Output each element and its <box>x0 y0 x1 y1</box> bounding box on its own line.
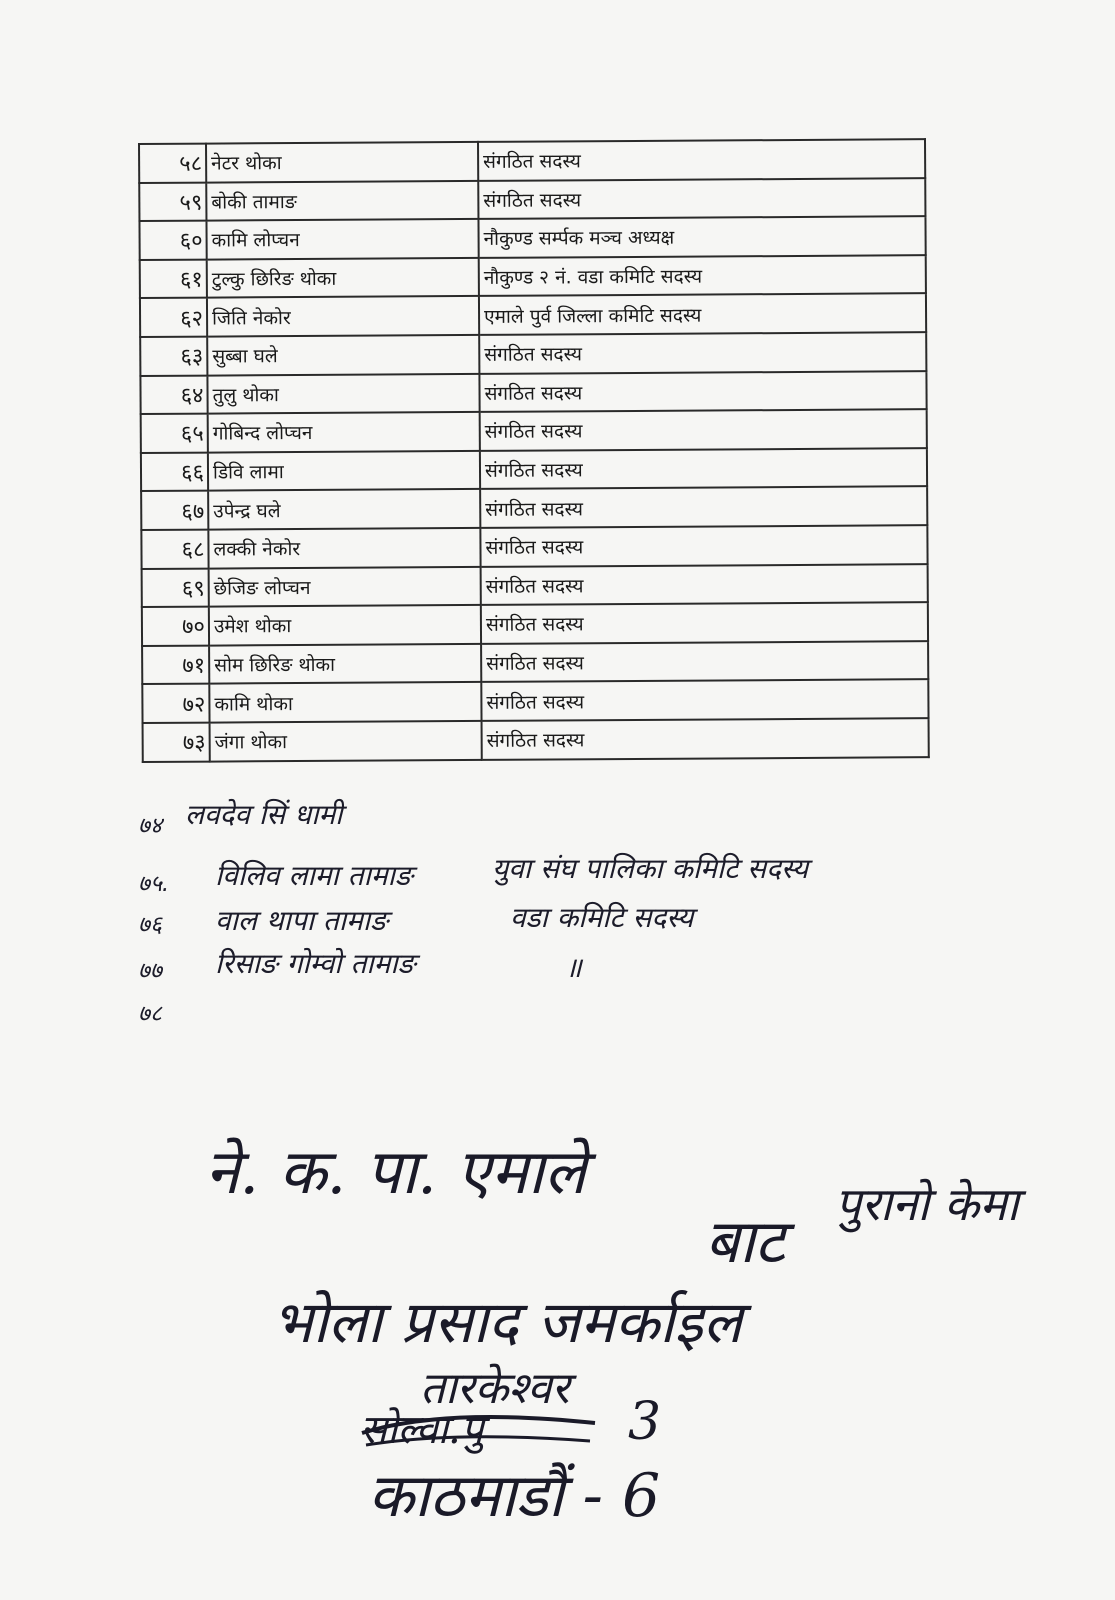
member-name: कामि लोप्चन <box>206 219 478 259</box>
table-row <box>139 178 925 221</box>
member-role: संगठित सदस्य <box>479 332 926 373</box>
member-role: संगठित सदस्य <box>480 525 927 566</box>
note-place: तारकेश्वर <box>420 1363 570 1414</box>
handwritten-num: ७८ <box>138 1001 162 1027</box>
member-name: तुलु थोका <box>207 373 479 413</box>
table-row <box>143 718 929 761</box>
row-number: ७० <box>142 607 209 646</box>
handwritten-name: लवदेव सिं धामी <box>185 798 343 831</box>
member-role: संगठित सदस्य <box>480 487 927 528</box>
member-role: संगठित सदस्य <box>478 178 925 219</box>
note-old: पुरानो केमा <box>835 1177 1019 1231</box>
member-role: नौकुण्ड सर्म्पक मञ्च अध्यक्ष <box>478 216 925 257</box>
table-row <box>141 448 927 491</box>
row-number: ६८ <box>141 530 208 569</box>
handwritten-role: ॥ <box>565 951 582 984</box>
table-row <box>140 255 926 298</box>
member-name: उमेश थोका <box>209 605 481 645</box>
member-name: जंगा थोका <box>210 721 482 761</box>
handwritten-name: वाल थापा तामाङ <box>215 904 388 937</box>
row-number: ७१ <box>142 645 209 684</box>
member-name: कामि थोका <box>209 682 481 722</box>
row-number: ५८ <box>139 144 206 183</box>
row-number: ६४ <box>140 375 207 414</box>
note-person-name: भोला प्रसाद जमर्काइल <box>272 1288 743 1356</box>
row-number: ६९ <box>142 568 209 607</box>
note-from: बाट <box>705 1207 786 1277</box>
table-row <box>142 679 928 722</box>
member-role: संगठित सदस्य <box>481 564 928 605</box>
row-number: ६२ <box>140 298 207 337</box>
member-name: बोकी तामाङ <box>206 181 478 221</box>
member-table-body <box>139 139 929 761</box>
table-row <box>141 409 927 452</box>
handwritten-role: युवा संघ पालिका कमिटि सदस्य <box>492 852 809 885</box>
strike-through-lines <box>360 1405 600 1455</box>
row-number: ६० <box>139 221 206 260</box>
note-ward-number: 3 <box>628 1392 662 1452</box>
handwritten-num: ७५. <box>138 871 170 897</box>
handwritten-role: वडा कमिटि सदस्य <box>510 901 694 934</box>
table-row <box>141 525 927 568</box>
row-number: ६७ <box>141 491 208 530</box>
member-table <box>138 138 930 762</box>
handwritten-name: रिसाङ गोम्वो तामाङ <box>215 947 416 980</box>
row-number: ५९ <box>139 182 206 221</box>
member-role: संगठित सदस्य <box>479 371 926 412</box>
member-name: सुब्बा घले <box>207 335 479 375</box>
row-number: ६३ <box>140 337 207 376</box>
handwritten-name: विलिव लामा तामाङ <box>215 859 413 892</box>
member-role: संगठित सदस्य <box>478 139 925 180</box>
row-number: ६६ <box>141 452 208 491</box>
member-name: लक्की नेकोर <box>208 528 480 568</box>
table-row <box>139 216 925 259</box>
row-number: ७२ <box>142 684 209 723</box>
table-row <box>140 294 926 337</box>
table-row <box>139 139 925 182</box>
member-role: संगठित सदस्य <box>482 718 929 759</box>
member-name: टुल्कु छिरिङ थोका <box>207 258 479 298</box>
table-row <box>140 371 926 414</box>
table-row <box>142 602 928 645</box>
member-role: एमाले पुर्व जिल्ला कमिटि सदस्य <box>479 294 926 335</box>
table-row <box>142 641 928 684</box>
table-row <box>140 332 926 375</box>
member-name: डिवि लामा <box>208 451 480 491</box>
member-role: संगठित सदस्य <box>480 409 927 450</box>
row-number: ६५ <box>141 414 208 453</box>
note-struck-text: सोल्वा.पु <box>360 1407 484 1453</box>
member-name: छेजिङ लोप्चन <box>209 566 481 606</box>
handwritten-num: ७४ <box>138 813 162 839</box>
member-role: संगठित सदस्य <box>481 641 928 682</box>
handwritten-num: ७६ <box>138 912 162 938</box>
member-role: संगठित सदस्य <box>480 448 927 489</box>
member-role: संगठित सदस्य <box>481 679 928 720</box>
row-number: ७३ <box>143 722 210 761</box>
member-name: गोबिन्द लोप्चन <box>208 412 480 452</box>
member-name: नेटर थोका <box>206 142 478 182</box>
member-name: सोम छिरिङ थोका <box>209 644 481 684</box>
member-role: संगठित सदस्य <box>481 602 928 643</box>
table-row <box>141 487 927 530</box>
member-name: जिति नेकोर <box>207 296 479 336</box>
table-row <box>142 564 928 607</box>
member-role: नौकुण्ड २ नं. वडा कमिटि सदस्य <box>479 255 926 296</box>
row-number: ६१ <box>140 259 207 298</box>
note-party: ने. क. पा. एमाले <box>205 1135 587 1208</box>
handwritten-num: ७७ <box>138 958 162 984</box>
note-city: काठमाडौं - 6 <box>368 1461 661 1531</box>
member-name: उपेन्द्र घले <box>208 489 480 529</box>
